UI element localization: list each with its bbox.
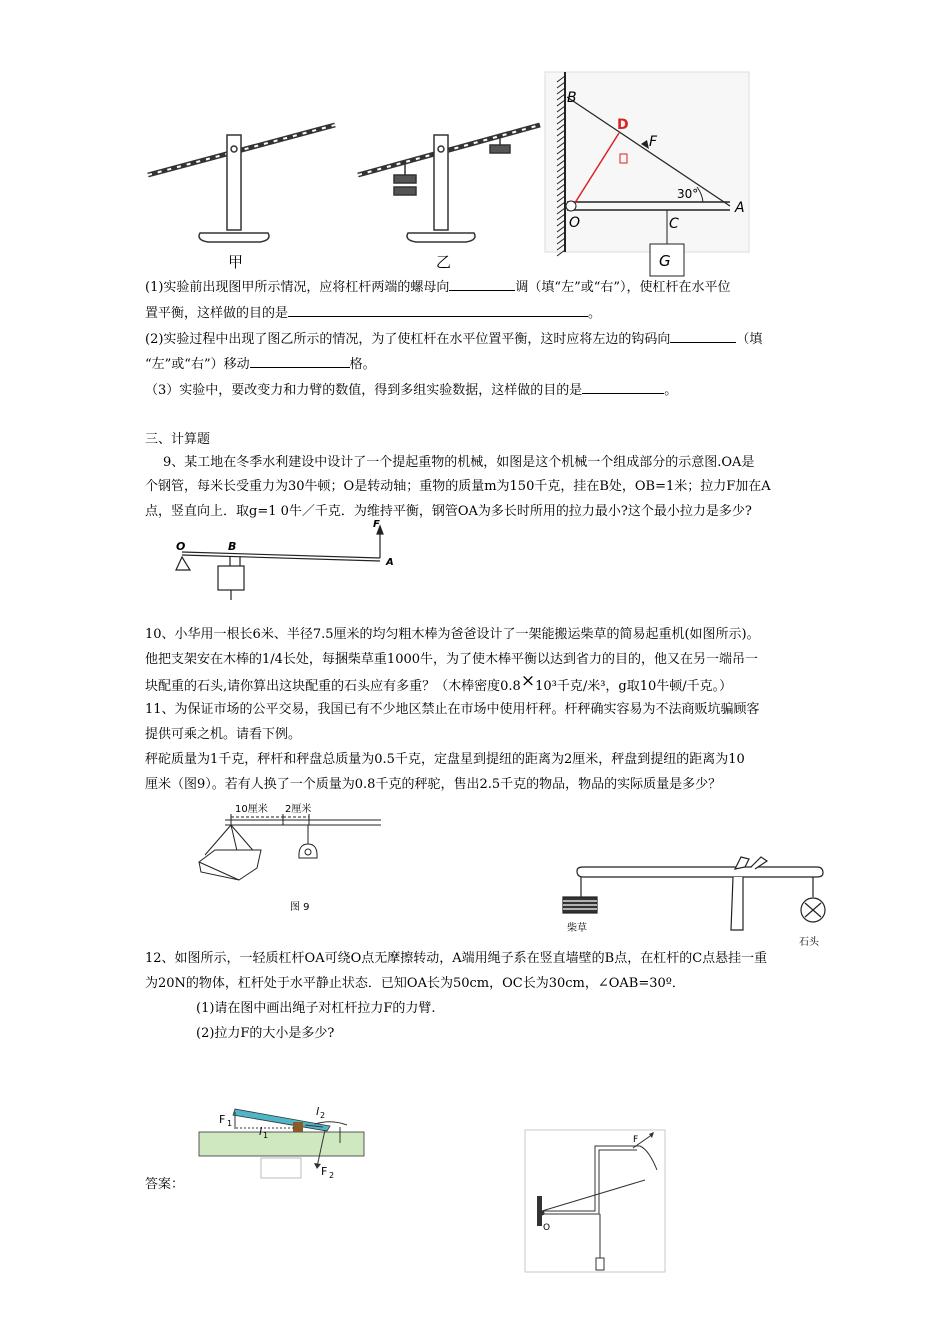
label-F-sub: 1 xyxy=(227,1119,233,1128)
label-F: F xyxy=(649,134,658,150)
answer-blank[interactable] xyxy=(582,381,664,394)
label-G: G xyxy=(659,252,671,270)
q10-line3: 块配重的石头,请你算出这块配重的石头应有多重？（木棒密度0.8×10³千克/米³，g取10牛顿/千克。） xyxy=(145,671,733,694)
section-heading: 三、计算题 xyxy=(145,432,211,447)
label-O: O xyxy=(569,215,581,231)
label-shitou: 石头 xyxy=(799,937,819,948)
answer-lever-figure xyxy=(195,1095,370,1185)
label-2cm: 2厘米 xyxy=(285,804,312,815)
answer-blank[interactable] xyxy=(449,278,515,291)
q12-line1: 12、如图所示，一轻质杠杆OA可绕O点无摩擦转动，A端用绳子系在竖直墙壁的B点，在杠杆的C点悬挂一重 xyxy=(145,951,768,966)
exp-q1-line1: (1)实验前出现图甲所示情况，应将杠杆两端的螺母向 调（填“左”或“右”），使杠杆在水平位 xyxy=(145,280,731,295)
label-10cm: 10厘米 xyxy=(235,804,268,815)
label-A: A xyxy=(735,200,745,216)
label-30deg: 30° xyxy=(677,187,699,201)
q9-lever-figure xyxy=(170,520,400,610)
label-l-sub: 1 xyxy=(263,1131,269,1140)
q12-subq1: (1)请在图中画出绳子对杠杆拉力F的力臂. xyxy=(196,1001,436,1016)
q10-line2: 他把支架安在木棒的1/4长处，每捆柴草重1000牛，为了使木棒平衡以达到省力的目的，他又在另一端吊一 xyxy=(145,652,759,667)
q10-line1: 10、小华用一根长6米、半径7.5厘米的均匀粗木棒为爸爸设计了一架能搬运柴草的简易起重机(如图所示)。 xyxy=(145,627,760,642)
label-C: C xyxy=(669,216,679,232)
answer-label: 答案： xyxy=(145,1177,185,1192)
q9-line3: 点，竖直向上．取g=1 0牛／千克．为维持平衡，钢管OA为多长时所用的拉力最小?这个最小拉力是多少? xyxy=(145,504,752,519)
label-F: F xyxy=(373,519,380,530)
q9-line1: 9、某工地在冬季水利建设中设计了一个提起重物的机械，如图是这个机械一个组成部分的示意图.OA是 xyxy=(163,455,755,470)
label-F-sub: 2 xyxy=(329,1171,335,1180)
label-l: l xyxy=(259,1125,263,1138)
exp-q3-line: （3）实验中，要改变力和力臂的数值，得到多组实验数据，这样做的目的是 。 xyxy=(145,383,678,398)
q12-line2: 为20N的物体，杠杆处于水平静止状态．已知OA长为50cm，OC长为30cm，∠OAB=30º． xyxy=(145,976,685,991)
label-B: B xyxy=(228,540,237,553)
label-chaicao: 柴草 xyxy=(567,923,587,934)
label-A: A xyxy=(386,557,394,568)
answer-blank[interactable] xyxy=(670,330,736,343)
q11-line4: 厘米（图9）。若有人换了一个质量为0.8千克的秤驼，售出2.5千克的物品，物品的实际质量是多少？ xyxy=(145,777,722,792)
label-l-sub: 2 xyxy=(320,1111,326,1120)
figure-caption: 图 9 xyxy=(290,902,310,913)
q11-line1: 11、为保证市场的公平交易，我国已有不少地区禁止在市场中使用杆秤。杆秤确实容易为不法商贩坑骗顾客 xyxy=(145,702,760,717)
label-F: F xyxy=(633,1135,639,1145)
lever-figure-jia xyxy=(140,115,340,275)
label-D: D xyxy=(617,117,629,133)
answer-blank[interactable] xyxy=(250,355,350,368)
steelyard-figure xyxy=(195,800,385,915)
lever-figure-yi xyxy=(350,115,550,275)
label-O: O xyxy=(176,540,186,553)
q11-line3: 秤砣质量为1千克，秤杆和秤盘总质量为0.5千克，定盘星到提纽的距离为2厘米，秤盘到提纽的距离为10 xyxy=(145,752,745,767)
label-yi: 乙 xyxy=(436,253,452,271)
wall-lever-figure xyxy=(545,72,750,282)
answer-blank[interactable] xyxy=(288,304,588,317)
exp-q2-line2: “左”或“右”）移动 格。 xyxy=(145,357,376,372)
label-jia: 甲 xyxy=(228,253,244,271)
crane-figure xyxy=(555,855,840,950)
exp-q2-line1: (2)实验过程中出现了图乙所示的情况，为了使杠杆在水平位置平衡，这时应将左边的钩码向 （填 xyxy=(145,332,763,347)
q12-subq2: (2)拉力F的大小是多少? xyxy=(196,1026,335,1041)
label-B: B xyxy=(567,90,577,106)
times-icon: × xyxy=(520,671,536,691)
exp-q1-line2: 置平衡，这样做的目的是 。 xyxy=(145,306,602,321)
label-F: F xyxy=(219,1113,226,1126)
label-O: O xyxy=(543,1223,551,1233)
q11-line2: 提供可乘之机。请看下例。 xyxy=(145,727,302,742)
answer-wall-figure xyxy=(525,1130,670,1275)
label-F: F xyxy=(321,1165,328,1178)
q9-line2: 个钢管，每米长受重力为30牛顿；O是转动轴；重物的质量m为150千克，挂在B处，OB=1米；拉力F加在A xyxy=(145,479,771,494)
label-l: l xyxy=(316,1105,320,1118)
